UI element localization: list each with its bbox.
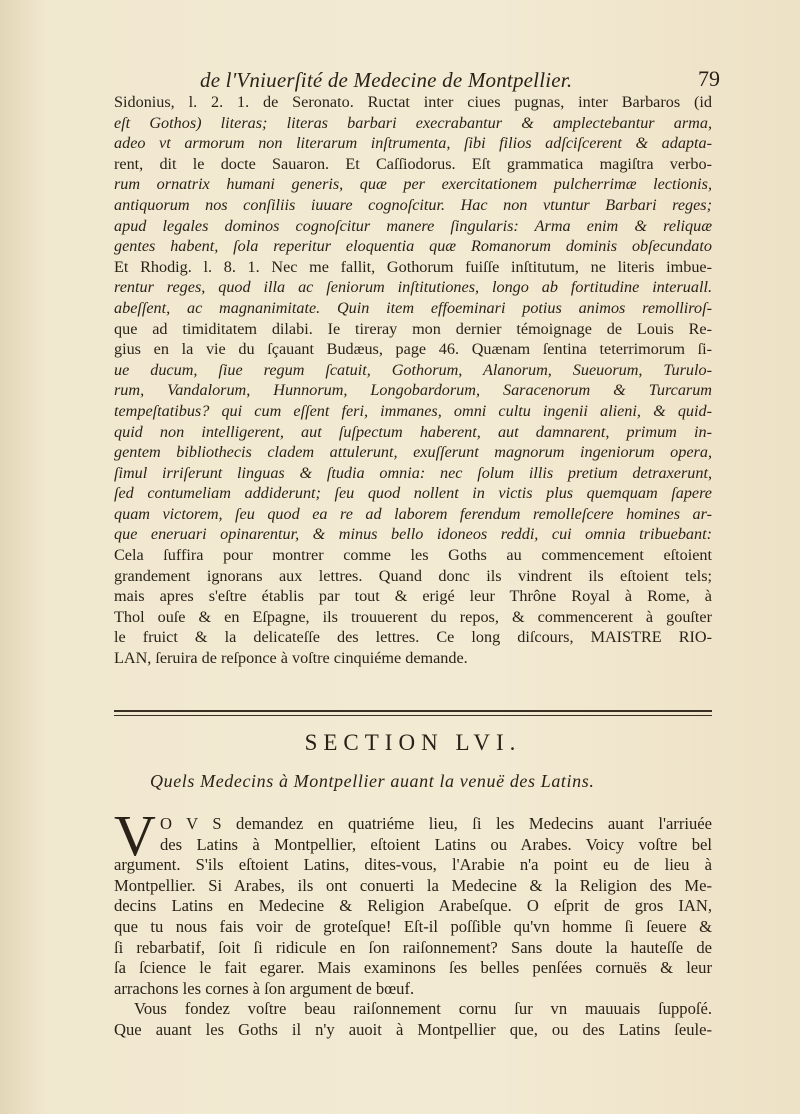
text-line: Montpellier. Si Arabes, ils ont conuerti la Medecine & la Religion des Me- (114, 875, 712, 895)
text-line: Vous fondez voſtre beau raiſonnement cornu ſur vn mauuais ſuppoſé. (134, 999, 712, 1019)
text-line: apud legales dominos cognoſcitur manere ſingularis: Arma enim & reliquæ (114, 216, 712, 235)
page-header (120, 68, 720, 94)
text-line: rum ornatrix humani generis, quæ per exercitationem pulcherrimæ lectionis, (114, 175, 712, 194)
drop-cap: V (114, 803, 156, 868)
text-line: Thol ouſe & en Eſpagne, ils trouuerent du repos, & commencerent à gouſter (114, 607, 712, 626)
text-line: Que auant les Goths il n'y auoit à Montpellier que, ou des Latins ſeule- (114, 1019, 712, 1039)
text-line: abeſſent, ac magnanimitate. Quin item effoeminari potius animos remolliroſ- (114, 298, 712, 317)
text-line: grandement ignorans aux lettres. Quand donc ils vindrent ils eſtoient tels; (114, 566, 712, 585)
text-line: Cela ſuffira pour montrer comme les Goths au commencement eſtoient (114, 546, 712, 565)
text-line: adeo vt armorum non literarum inſtrumenta, ſibi filios adſciſcerent & adapta- (114, 134, 712, 153)
text-line: tempeſtatibus? qui cum eſſent feri, immanes, omni cultu ingenii alieni, & quid- (114, 401, 712, 420)
text-line: gentem bibliothecis cladem attulerunt, exuſſerunt magnorum ingeniorum opera, (114, 443, 712, 462)
text-line: ſi rebarbatif, ſoit ſi ridicule en ſon raiſonnement? Sans doute la hauteſſe de (114, 937, 712, 957)
text-line: antiquorum nos conſiliis iuuare cognoſcitur. Hac non vtuntur Barbari reges; (114, 195, 712, 214)
text-line: que ad timiditatem dilabi. Ie tireray mon dernier témoignage de Louis Re- (114, 319, 712, 338)
text-line: gius en la vie du ſçauant Budæus, page 46. Quænam ſentina teterrimorum ſi- (114, 340, 712, 359)
running-head: de l'Vniuerſité de Medecine de Montpellier. (200, 68, 573, 92)
text-line: mais apres s'eſtre établis par tout & erigé leur Thrône Royal à Rome, à (114, 587, 712, 606)
text-line: gentes habent, ſola reperitur eloquentia quæ Romanorum dominis obſecundato (114, 237, 712, 256)
text-line: Et Rhodig. l. 8. 1. Nec me fallit, Gothorum fuiſſe inſtitutum, ne literis imbue- (114, 257, 712, 276)
section-divider (114, 710, 712, 716)
text-line: quam victorem, ſeu quod ea re ad laborem ferendum remolleſcere homines ar- (114, 504, 712, 523)
section-title: SECTION LVI. (304, 730, 522, 755)
text-line: eſt Gothos) literas; literas barbari execrabantur & amplectebantur arma, (114, 113, 712, 132)
text-line: LAN, ſeruira de reſponce à voſtre cinquiéme demande. (114, 649, 468, 668)
page-number: 79 (698, 66, 720, 91)
section-body (114, 803, 712, 1041)
text-line: ue ducum, ſiue regum ſcatuit, Gothorum, Alanorum, Sueuorum, Turulo- (114, 360, 712, 379)
text-line: ſimul irriſerunt linguas & ſtudia omnia: nec ſolum illis pretium detraxerunt, (114, 463, 712, 482)
text-line: le fruict & la delicateſſe des lettres. Ce long diſcours, MAISTRE RIO- (114, 628, 712, 647)
text-line: rent, dit le docte Sauaron. Et Caſſiodorus. Eſt grammatica magiſtra verbo- (114, 154, 712, 173)
text-line: quid non intelligerent, aut ſuſpectum haberent, aut damnarent, primum in- (114, 422, 712, 441)
text-line: que tu nous fais voir de groteſque! Eſt-il poſſible qu'vn homme ſi ſeuere & (114, 916, 712, 936)
text-line: decins Latins en Medecine & Religion Arabeſque. O eſprit de gros IAN, (114, 896, 712, 916)
text-line: des Latins à Montpellier, eſtoient Latins ou Arabes. Voicy voſtre bel (160, 834, 712, 854)
text-line: que eneruari opinarentur, & minus bello idoneos reddi, cui omnia tribuebant: (114, 525, 712, 544)
text-line: argument. S'ils eſtoient Latins, dites-vous, l'Arabie n'a point eu de lieu à (114, 855, 712, 875)
text-line: rum, Vandalorum, Hunnorum, Longobardorum, Saracenorum & Turcarum (114, 381, 712, 400)
text-line: O V S demandez en quatriéme lieu, ſi les Medecins auant l'arriuée (160, 814, 712, 833)
body-text (114, 92, 712, 669)
text-line: arrachons les cornes à ſon argument de bœuf. (114, 978, 415, 998)
section-subtitle: Quels Medecins à Montpellier auant la venuë des Latins. (150, 771, 595, 791)
text-line: Sidonius, l. 2. 1. de Seronato. Ructat inter ciues pugnas, inter Barbaros (id (114, 93, 712, 111)
text-line: rentur reges, quod illa ac ſeniorum inſtitutiones, longo ab fortitudine interuall. (114, 278, 712, 297)
text-line: ſa ſcience le fait egarer. Mais examinons ſes belles penſées cornuës & leur (114, 958, 712, 978)
text-line: ſed contumeliam addiderunt; ſeu quod nollent in victis plus quemquam ſapere (114, 484, 712, 503)
